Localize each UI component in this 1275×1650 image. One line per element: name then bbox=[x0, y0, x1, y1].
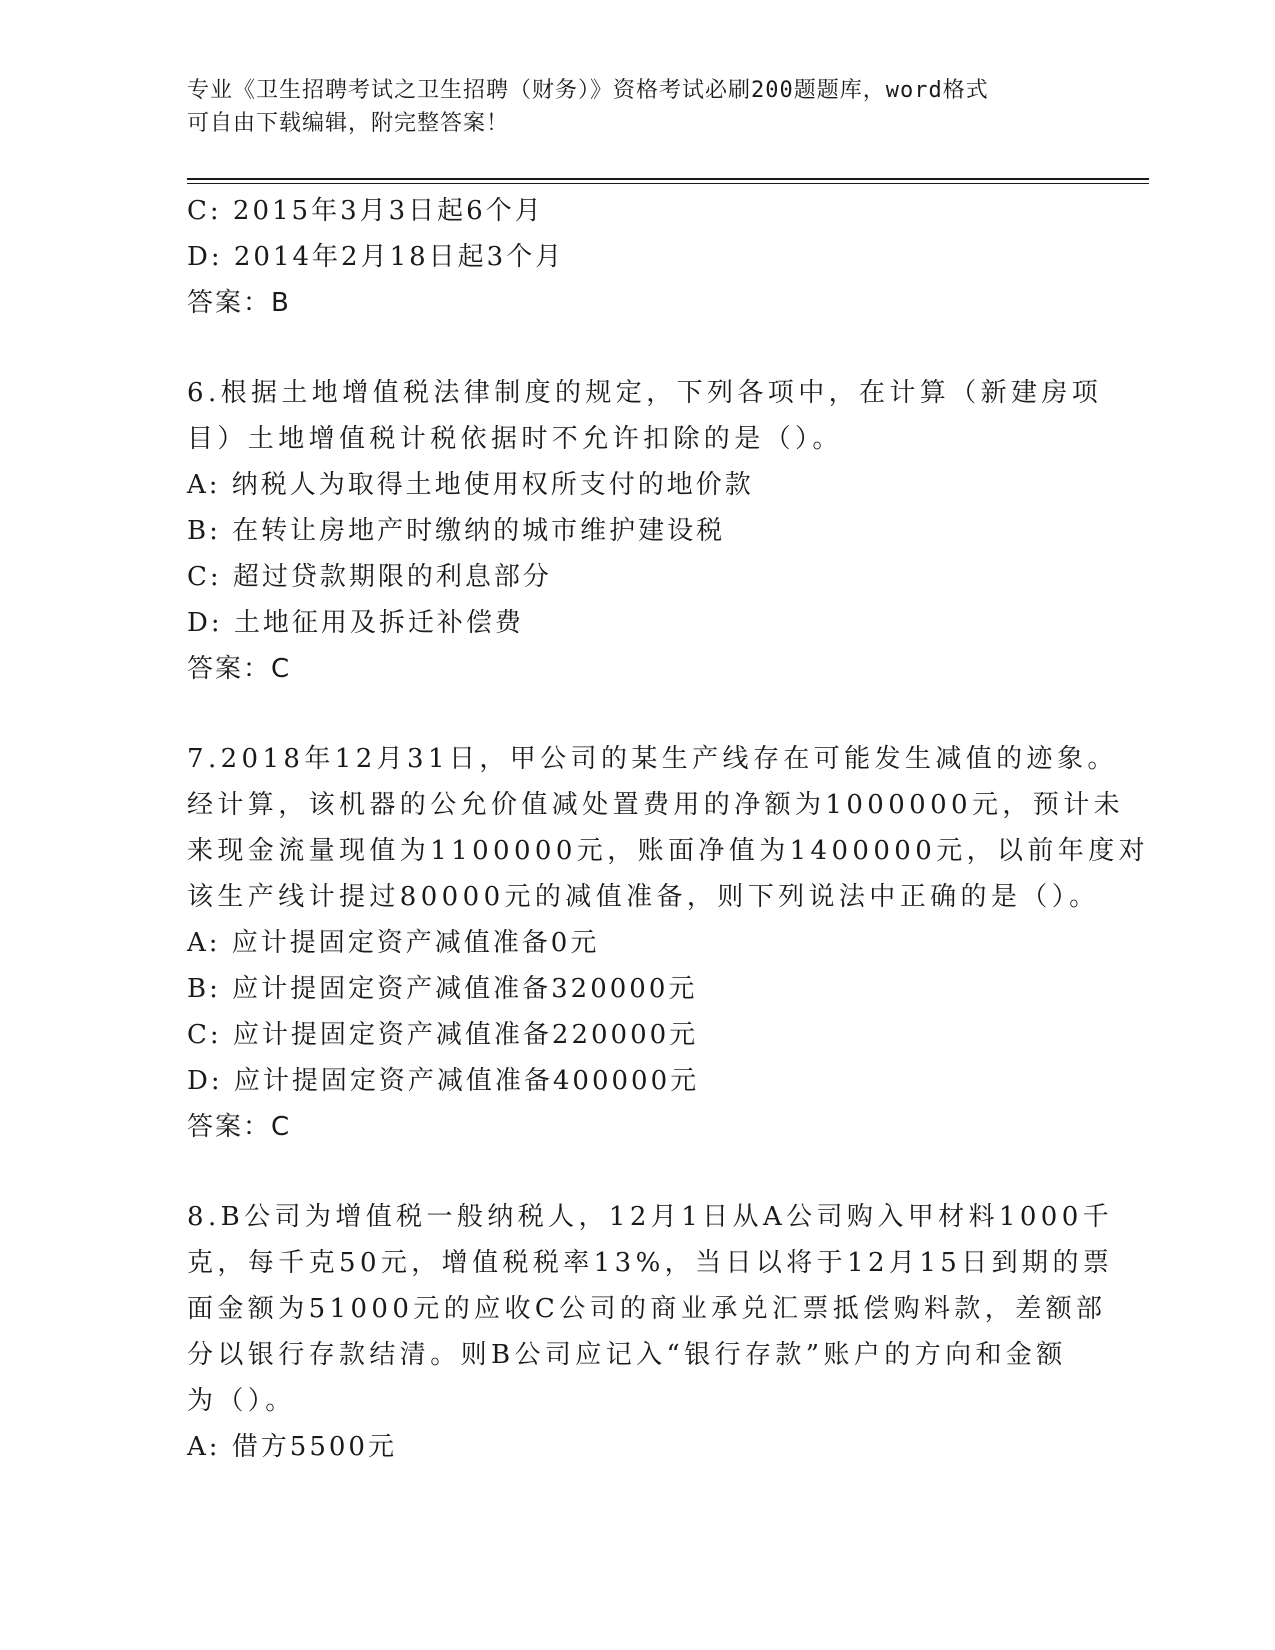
question-6 bbox=[187, 370, 1103, 692]
option-b: B: 应计提固定资产减值准备320000元 bbox=[187, 974, 698, 1004]
option-d: D: 土地征用及拆迁补偿费 bbox=[187, 608, 524, 638]
option-a: A: 借方5500元 bbox=[187, 1432, 397, 1462]
header-divider-thin bbox=[187, 183, 1149, 184]
stem-line: 分以银行存款结清。则B公司应记入“银行存款”账户的方向和金额 bbox=[187, 1340, 1067, 1370]
stem-line: 来现金流量现值为1100000元，账面净值为1400000元，以前年度对 bbox=[187, 836, 1149, 866]
question-stem bbox=[187, 370, 1103, 462]
header-title-line-1: 专业《卫生招聘考试之卫生招聘（财务）》资格考试必刷200题题库，word格式 bbox=[187, 78, 989, 103]
header-title-line-2: 可自由下载编辑，附完整答案！ bbox=[187, 111, 510, 136]
question-list bbox=[187, 188, 1149, 1470]
option-c: C: 超过贷款期限的利息部分 bbox=[187, 562, 552, 592]
answer-line: 答案：C bbox=[187, 1112, 292, 1142]
stem-line: 克，每千克50元，增值税税率13%，当日以将于12月15日到期的票 bbox=[187, 1248, 1114, 1278]
stem-line: 目）土地增值税计税依据时不允许扣除的是（）。 bbox=[187, 424, 843, 454]
question-7 bbox=[187, 736, 1149, 1150]
option-d: D: 2014年2月18日起3个月 bbox=[187, 242, 565, 272]
document-header bbox=[187, 74, 1087, 140]
stem-line: 为（）。 bbox=[187, 1386, 296, 1416]
stem-line: 8.B公司为增值税一般纳税人，12月1日从A公司购入甲材料1000千 bbox=[187, 1202, 1114, 1232]
option-c: C: 应计提固定资产减值准备220000元 bbox=[187, 1020, 699, 1050]
question-8 bbox=[187, 1194, 1114, 1470]
option-c: C: 2015年3月3日起6个月 bbox=[187, 196, 544, 226]
stem-line: 该生产线计提过80000元的减值准备，则下列说法中正确的是（）。 bbox=[187, 882, 1100, 912]
question-stem bbox=[187, 1194, 1114, 1424]
option-a: A: 纳税人为取得土地使用权所支付的地价款 bbox=[187, 470, 754, 500]
question-stem bbox=[187, 736, 1149, 920]
option-a: A: 应计提固定资产减值准备0元 bbox=[187, 928, 600, 958]
stem-line: 面金额为51000元的应收C公司的商业承兑汇票抵偿购料款，差额部 bbox=[187, 1294, 1107, 1324]
answer-line: 答案：B bbox=[187, 288, 291, 318]
answer-line: 答案：C bbox=[187, 654, 292, 684]
option-d: D: 应计提固定资产减值准备400000元 bbox=[187, 1066, 700, 1096]
stem-line: 经计算，该机器的公允价值减处置费用的净额为1000000元，预计未 bbox=[187, 790, 1124, 820]
option-b: B: 在转让房地产时缴纳的城市维护建设税 bbox=[187, 516, 726, 546]
header-divider bbox=[187, 178, 1149, 180]
stem-line: 7.2018年12月31日，甲公司的某生产线存在可能发生减值的迹象。 bbox=[187, 744, 1118, 774]
question-5-continued bbox=[187, 188, 1067, 326]
stem-line: 6.根据土地增值税法律制度的规定，下列各项中，在计算（新建房项 bbox=[187, 378, 1103, 408]
